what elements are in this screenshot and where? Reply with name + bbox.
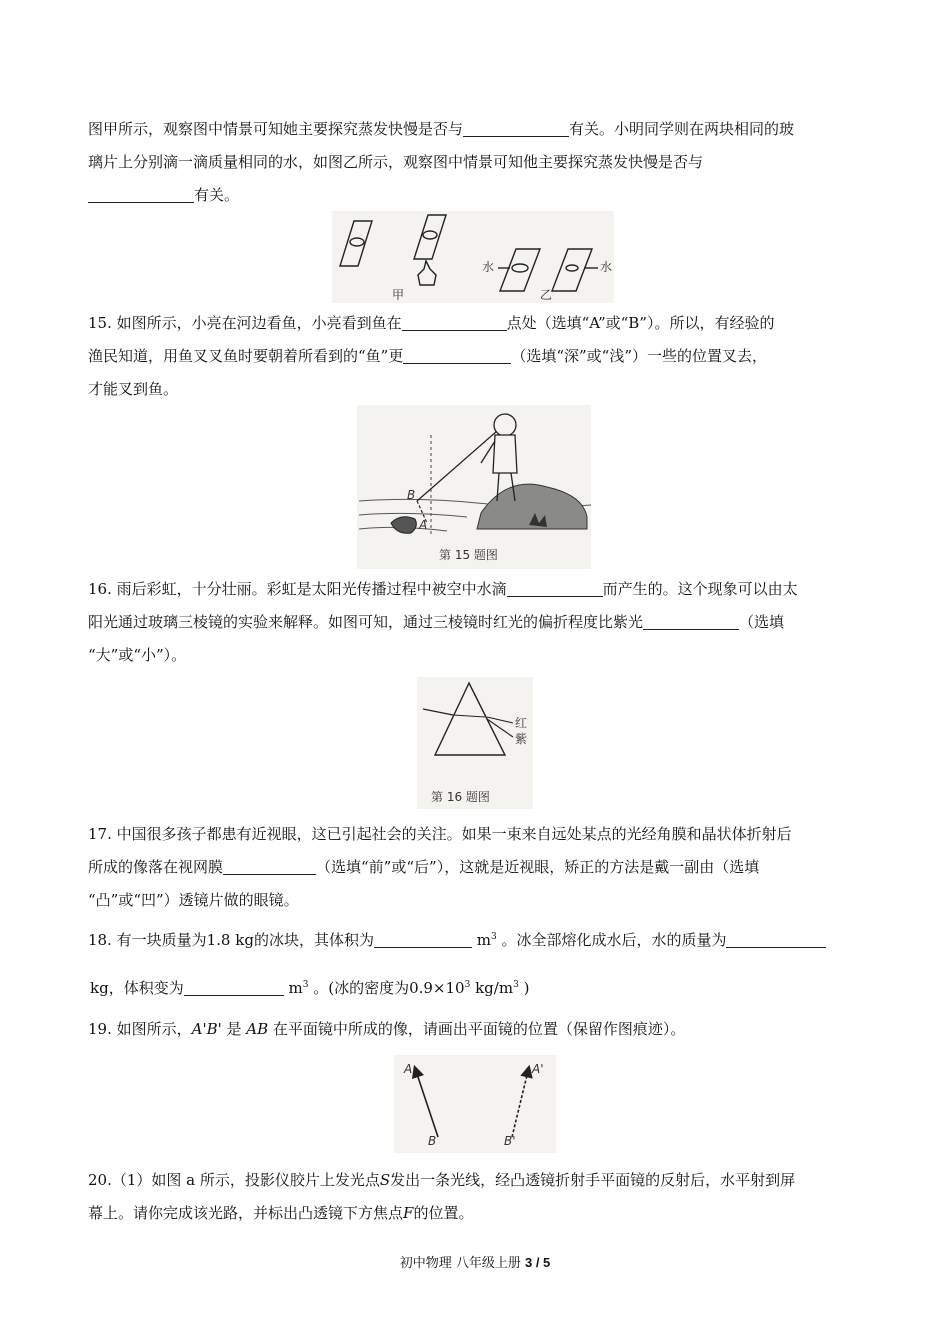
q15-figure [357,405,591,569]
q20-line1a: 20.（1）如图 a 所示，投影仪胶片上发光点 [88,1171,380,1189]
q18-line2d: kg/m [470,979,514,997]
q16-blank-1[interactable] [507,578,603,597]
q16-line3: “大”或“小”）。 [88,646,187,664]
q16-line1a: 16. 雨后彩虹，十分壮丽。彩虹是太阳光传播过程中被空中水滴 [88,580,507,598]
q19-label-a-prime: A' [532,1062,544,1076]
q18-line2a: kg，体积变为 [90,979,184,997]
q19-ab: AB [246,1020,269,1038]
q18-unit-1-sup: 3 [490,932,497,942]
q14-line3b: 有关。 [194,186,240,204]
q15-line2a: 渔民知道，用鱼叉叉鱼时要朝着所看到的“鱼”更 [88,347,404,365]
q20-point-f: F [403,1204,414,1222]
q19-suffix: 在平面镜中所成的像，请画出平面镜的位置（保留作图痕迹）。 [268,1020,686,1038]
q18-blank-2[interactable] [726,929,826,948]
q17-line2b: （选填“前”或“后”），这就是近视眼，矫正的方法是戴一副由（选填 [316,858,760,876]
q20-point-s: S [379,1171,391,1189]
q19-prefix: 19. 如图所示， [88,1020,192,1038]
q15-figure-caption: 第 15 题图 [439,548,498,562]
q16-label-purple: 紫 [515,732,528,746]
q18-exp-sup: 3 [464,980,471,990]
q14-text [88,113,864,212]
q14-line1a: 图甲所示，观察图中情景可知她主要探究蒸发快慢是否与 [88,120,464,138]
q19-label-a: A [404,1062,413,1076]
q15-line3: 才能叉到鱼。 [88,380,179,398]
q14-water-label-2: 水 [600,260,613,274]
q14-line1b: 有关。小明同学则在两块相同的玻 [569,120,795,138]
q15-line1b: 点处（选填“A”或“B”）。所以，有经验的 [506,314,775,332]
q15-blank-1[interactable] [402,312,507,331]
q19-figure [394,1055,556,1153]
q14-blank-1[interactable] [463,118,569,137]
q17-blank-1[interactable] [223,856,316,875]
q17-line3: “凸”或“凹”）透镜片做的眼镜。 [88,891,299,909]
q18-unit-1: m [476,931,491,949]
q14-figure [332,211,614,303]
q19-text [88,1013,864,1046]
q18-line2c: 。(冰的密度为0.9×10 [308,979,465,997]
q16-label-red: 红 [515,716,528,730]
q16-line2b: （选填 [739,613,785,631]
q16-text [88,573,864,672]
q19-mid: 是 [221,1020,247,1038]
q20-line2a: 幕上。请你完成该光路，并标出凸透镜下方焦点 [88,1204,404,1222]
q18-line2e: ) [518,979,530,997]
q18-unit-2: m [288,979,303,997]
q17-line1: 17. 中国很多孩子都患有近视眼，这已引起社会的关注。如果一束来自远处某点的光经角膜和晶状体折射后 [88,825,792,843]
q16-line2a: 阳光通过玻璃三棱镜的实验来解释。如图可知，通过三棱镜时红光的偏折程度比紫光 [88,613,644,631]
q14-line2: 璃片上分别滴一滴质量相同的水，如图乙所示，观察图中情景可知他主要探究蒸发快慢是否与 [88,153,704,171]
q18-unit-2-sup: 3 [302,980,309,990]
q15-line1a: 15. 如图所示，小亮在河边看鱼，小亮看到鱼在 [88,314,402,332]
q18-blank-1[interactable] [374,929,472,948]
q15-blank-2[interactable] [403,345,511,364]
q14-figure-label-b: 乙 [540,288,553,302]
q18-blank-3[interactable] [184,977,284,996]
q17-line2a: 所成的像落在视网膜 [88,858,224,876]
q20-line2b: 的位置。 [413,1204,474,1222]
q19-label-b: B [428,1134,437,1148]
q18-line1a: 18. 有一块质量为1.8 kg的冰块，其体积为 [88,931,374,949]
q20-line1b: 发出一条光线，经凸透镜折射手平面镜的反射后，水平射到屏 [390,1171,796,1189]
q14-water-label-1: 水 [482,260,495,274]
page-footer [0,1252,950,1271]
q19-ab-prime: A'B' [191,1020,222,1038]
q18-line-2 [90,969,866,1005]
q14-blank-2[interactable] [88,184,194,203]
q15-label-a: A [419,518,428,532]
q15-label-b: B [407,488,416,502]
q19-label-b-prime: B' [504,1134,516,1148]
q15-text [88,307,864,406]
q18-density-unit-sup: 3 [513,980,519,990]
page-number: 3 / 5 [524,1255,551,1270]
q16-line1b: 而产生的。这个现象可以由太 [602,580,798,598]
footer-text: 初中物理 八年级上册 [399,1256,525,1271]
q16-blank-2[interactable] [643,611,739,630]
q14-figure-label-a: 甲 [392,288,405,302]
q15-line2b: （选填“深”或“浅”）一些的位置叉去， [511,347,768,365]
q20-text [88,1164,864,1230]
q18-line1c: 。冰全部熔化成水后，水的质量为 [496,931,727,949]
q16-figure-caption: 第 16 题图 [431,790,490,804]
q17-text [88,818,864,917]
q18-line-1 [88,921,864,957]
q16-figure [417,677,533,809]
